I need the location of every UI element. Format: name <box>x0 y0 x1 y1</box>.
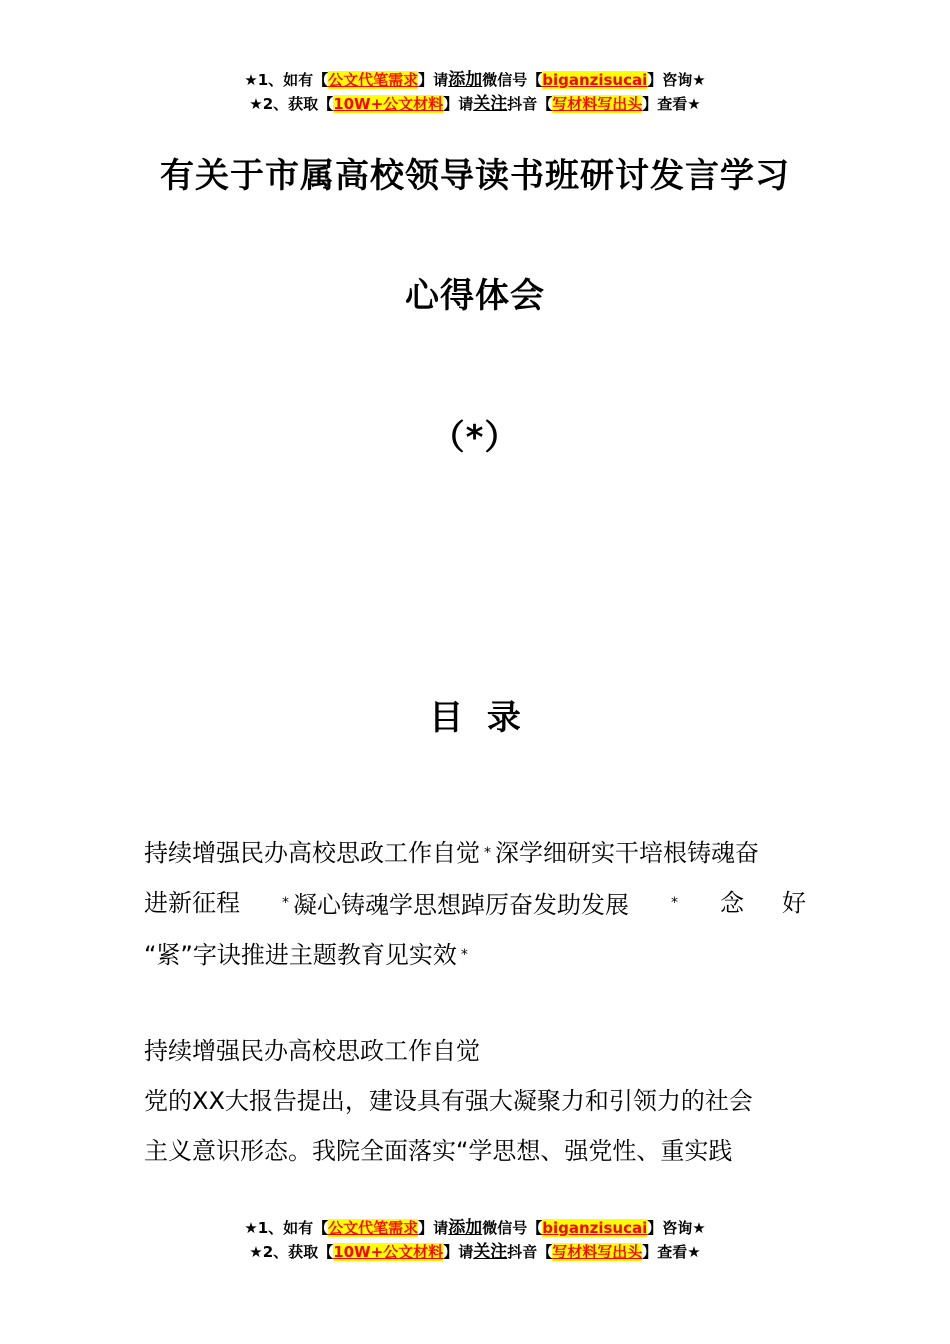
table-of-contents <box>144 828 806 980</box>
promo-line-1 <box>0 68 950 92</box>
paragraph-line: 党的XX大报告提出，建设具有强大凝聚力和引领力的社会 <box>144 1087 753 1115</box>
promo-emphasis: 添加 <box>448 70 483 90</box>
doc-title-line-1: 有关于市属高校领导读书班研讨发言学习 <box>160 156 790 196</box>
toc-line-1 <box>144 828 806 878</box>
promo-emphasis: 关注 <box>473 94 508 114</box>
toc-separator: * <box>460 947 468 963</box>
promo-highlight: 10W+公文材料 <box>333 1243 444 1261</box>
douyin-id: 写材料写出头 <box>552 95 643 113</box>
section-heading: 持续增强民办高校思政工作自觉 <box>144 1037 480 1065</box>
promo-text: 】请 <box>418 1219 449 1237</box>
promo-highlight: 公文代笔需求 <box>328 1219 419 1237</box>
toc-entry: “紧”字诀推进主题教育见实效 <box>144 941 457 969</box>
promo-text: 】请 <box>418 71 449 89</box>
toc-entry: 深学细研实干培根铸魂奋 <box>495 839 759 867</box>
toc-line-3 <box>144 930 806 980</box>
promo-text: ★1、如有【 <box>244 71 329 89</box>
promo-banner-bottom <box>0 1216 950 1264</box>
wechat-id: biganzisucai <box>542 1219 648 1237</box>
promo-text: 】咨询★ <box>647 1219 706 1237</box>
promo-highlight: 公文代笔需求 <box>328 71 419 89</box>
promo-line-2 <box>0 92 950 116</box>
promo-text: 】咨询★ <box>647 71 706 89</box>
toc-separator: * <box>484 845 491 861</box>
toc-line-2 <box>144 878 806 930</box>
promo-text: 微信号【 <box>482 71 543 89</box>
promo-emphasis: 添加 <box>448 1218 483 1238</box>
toc-entry: 持续增强民办高校思政工作自觉 <box>144 839 480 867</box>
doc-title-line-2: 心得体会 <box>405 276 545 316</box>
toc-separator: * <box>282 895 289 911</box>
promo-emphasis: 关注 <box>473 1242 508 1262</box>
promo-text: 】请 <box>443 95 474 113</box>
promo-text: ★2、获取【 <box>249 95 334 113</box>
promo-text: 抖音【 <box>507 95 553 113</box>
promo-line-2 <box>0 1240 950 1264</box>
promo-highlight: 10W+公文材料 <box>333 95 444 113</box>
toc-entry: 念 <box>720 889 744 917</box>
doc-title-line-3: （*） <box>430 418 520 458</box>
promo-line-1 <box>0 1216 950 1240</box>
toc-entry: 好 <box>782 889 806 917</box>
section-1 <box>144 1026 806 1176</box>
paragraph-line: 主义意识形态。我院全面落实“学思想、强党性、重实践 <box>144 1137 733 1165</box>
wechat-id: biganzisucai <box>542 71 648 89</box>
toc-separator: * <box>671 895 678 911</box>
toc-heading: 目 录 <box>429 698 521 738</box>
promo-text: 】请 <box>443 1243 474 1261</box>
douyin-id: 写材料写出头 <box>552 1243 643 1261</box>
promo-text: 抖音【 <box>507 1243 553 1261</box>
promo-text: 】查看★ <box>642 95 701 113</box>
promo-text: 】查看★ <box>642 1243 701 1261</box>
toc-entry: 进新征程 <box>144 889 240 917</box>
promo-text: ★2、获取【 <box>249 1243 334 1261</box>
toc-entry: 凝心铸魂学思想踔厉奋发助发展 <box>293 891 629 919</box>
promo-text: ★1、如有【 <box>244 1219 329 1237</box>
promo-banner-top <box>0 68 950 116</box>
promo-text: 微信号【 <box>482 1219 543 1237</box>
